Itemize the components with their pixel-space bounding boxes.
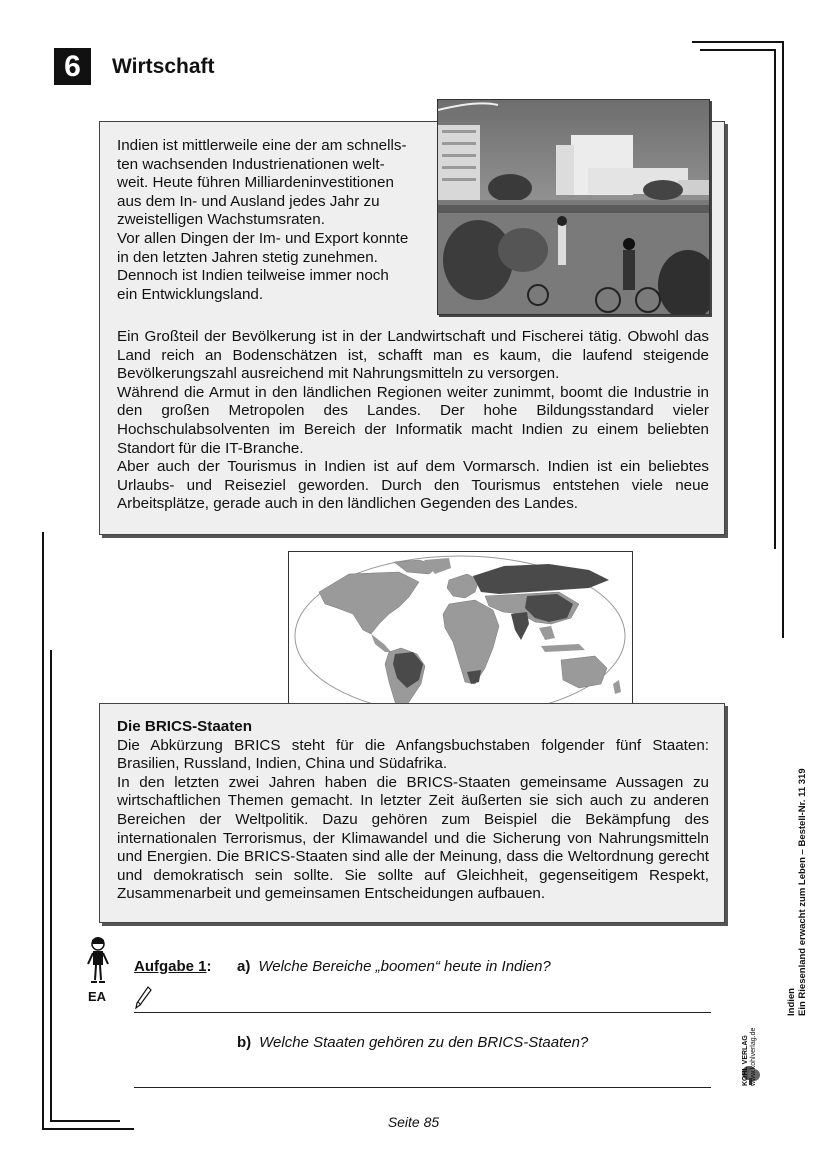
intro-line: ten wachsenden Industrienationen welt- — [117, 155, 385, 173]
sidebar-line-1: Indien — [786, 988, 797, 1016]
intro-line: Dennoch ist Indien teilweise immer noch — [117, 267, 389, 285]
world-map — [288, 551, 633, 720]
intro-line: in den letzten Jahren stetig zunehmen. — [117, 248, 378, 266]
street-photo — [437, 99, 710, 315]
publisher-url: www.kohlverlag.de — [750, 1027, 757, 1086]
brics-paragraph: In den letzten zwei Jahren haben die BRICS-Staaten gemeinsame Aussagen zu wirtschaftlichen Themen gemacht. In letzter Zeit äußerten sie sich auch zu anderen Bereichen der Weltpolitik. Dazu gehören zum Beispiel die Bekämpfung des internationalen Terrorismus, der Klimawandel und die Sicherung von Nahrungsmitteln und Energien. Die BRICS-Staaten sind alle der Meinung, dass die Weltordnung gerecht und demokratisch sein sollte. Sie sollte auf Gleichheit, gegenseitigem Respekt, Zusammenarbeit und gemeinsamen Entscheidungen aufbauen. — [117, 773, 709, 903]
answer-line-b[interactable] — [134, 1087, 711, 1088]
page-number: Seite 85 — [387, 1114, 440, 1130]
page-title: Wirtschaft — [112, 55, 215, 78]
person-icon — [86, 936, 110, 986]
intro-line: Vor allen Dingen der Im- und Export konnte — [117, 229, 409, 247]
intro-paragraph: Während die Armut in den ländlichen Regionen weiter zunimmt, boomt die Industrie in den großen Metropolen des Landes. Der hohe Bildungsstandard vieler Hochschulabsolventen im Bereich der Informatik macht Indien zu einem beliebten Standort für die IT-Branche. — [117, 383, 709, 457]
mode-label: EA — [88, 989, 107, 1004]
task-colon: : — [206, 958, 212, 975]
publisher-name: KOHL VERLAG — [742, 1035, 749, 1086]
task-a-question: Welche Bereiche „boomen“ heute in Indien? — [258, 958, 551, 975]
frame-top-right-h1 — [692, 41, 784, 43]
task-b-marker: b) — [237, 1034, 252, 1051]
task-label: Aufgabe 1 — [134, 958, 207, 975]
task-b-question: Welche Staaten gehören zu den BRICS-Staaten? — [259, 1034, 589, 1051]
task-1-heading — [134, 958, 212, 975]
frame-left-v2 — [50, 650, 52, 1122]
frame-left-v1 — [42, 532, 44, 1130]
intro-line: ein Entwicklungsland. — [117, 285, 264, 303]
intro-text-top — [117, 137, 422, 304]
task-a — [237, 958, 551, 975]
publisher-text — [742, 1028, 758, 1086]
sidebar-text — [786, 768, 808, 1016]
sidebar-line-2: Ein Riesenland erwacht zum Leben – Bestell-Nr. 11 319 — [797, 768, 808, 1016]
answer-line-a[interactable] — [134, 1012, 711, 1013]
brics-heading: Die BRICS-Staaten — [117, 718, 253, 735]
task-a-marker: a) — [237, 958, 251, 975]
task-b — [237, 1034, 588, 1051]
student-icon — [86, 936, 110, 986]
chapter-number: 6 — [54, 48, 91, 85]
brics-text — [117, 718, 709, 904]
pencil-icon-svg — [134, 985, 152, 1011]
intro-line: aus dem In- und Ausland jedes Jahr zu — [117, 192, 380, 210]
brics-paragraph: Die Abkürzung BRICS steht für die Anfangsbuchstaben folgender fünf Staaten: Brasilien, Russland, Indien, China und Südafrika. — [117, 736, 709, 773]
street-photo-image — [438, 100, 709, 314]
frame-top-right-h2 — [700, 49, 776, 51]
intro-line: weit. Heute führen Milliardeninvestitionen — [117, 174, 394, 192]
frame-right-v1 — [782, 41, 784, 638]
frame-right-v2 — [774, 49, 776, 549]
intro-line: Indien ist mittlerweile eine der am schnells- — [117, 137, 407, 154]
intro-text-bottom — [117, 328, 709, 514]
world-map-image — [289, 552, 632, 719]
intro-paragraph: Ein Großteil der Bevölkerung ist in der Landwirtschaft und Fischerei tätig. Obwohl das Land reich an Bodenschätzen ist, schafft man es kaum, die laufend steigende Bevölkerungszahl ausreichend mit Nahrungsmitteln zu versorgen. — [117, 328, 709, 383]
pencil-icon — [134, 985, 152, 1011]
intro-paragraph: Aber auch der Tourismus in Indien ist auf dem Vormarsch. Indien ist ein beliebtes Urlaubs- und Reiseziel geworden. Durch den Tourismus entstehen viele neue Arbeitsplätze, gerade auch in den ländlichen Gegenden des Landes. — [117, 458, 709, 513]
intro-line: zweistelligen Wachstumsraten. — [117, 211, 325, 229]
